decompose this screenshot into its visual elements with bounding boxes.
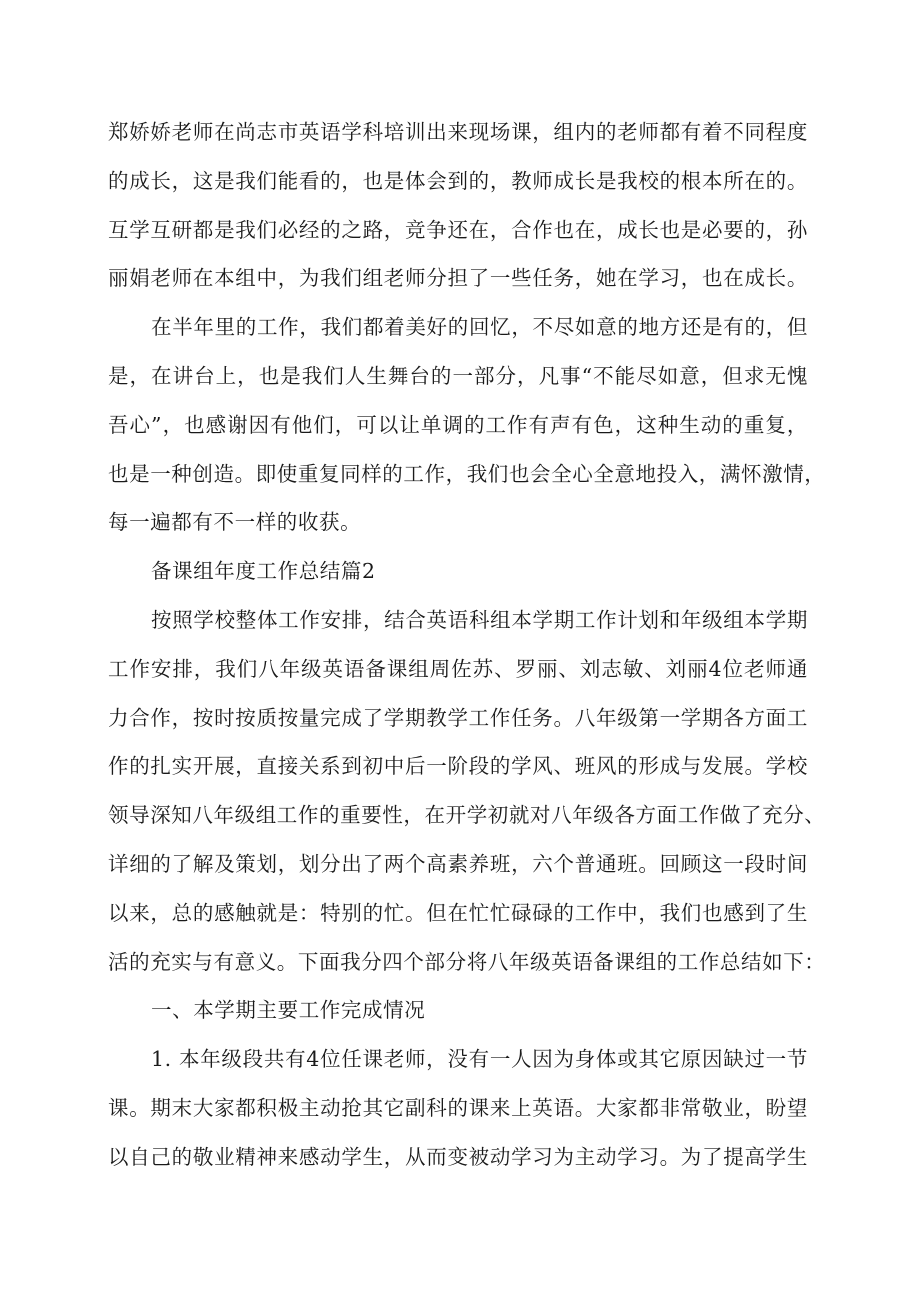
text-line: 工作安排，我们八年级英语备课组周佐苏、罗丽、刘志敏、刘丽4位老师通 xyxy=(108,656,808,681)
paragraph-1 xyxy=(108,108,808,303)
text-line: 活的充实与有意义。下面我分四个部分将八年级英语备课组的工作总结如下： xyxy=(108,949,826,974)
text-line: 按照学校整体工作安排，结合英语科组本学期工作计划和年级组本学期 xyxy=(151,607,808,632)
text-line: 力合作，按时按质按量完成了学期教学工作任务。八年级第一学期各方面工 xyxy=(108,705,808,730)
document-body xyxy=(108,108,826,1182)
text-line: 郑娇娇老师在尚志市英语学科培训出来现场课，组内的老师都有着不同程度 xyxy=(108,120,808,144)
text-line: 是，在讲台上，也是我们人生舞台的一部分，凡事“不能尽如意，但求无愧 xyxy=(108,363,808,388)
text-line: 丽娟老师在本组中，为我们组老师分担了一些任务，她在学习，也在成长。 xyxy=(108,266,808,291)
text-line: 的成长，这是我们能看的，也是体会到的，教师成长是我校的根本所在的。 xyxy=(108,168,808,193)
heading-text: 一、本学期主要工作完成情况 xyxy=(151,998,426,1023)
text-line: 每一遍都有不一样的收获。 xyxy=(108,510,362,535)
paragraph-3 xyxy=(108,596,826,986)
text-line: 互学互研都是我们必经的之路，竞争还在，合作也在，成长也是必要的，孙 xyxy=(108,217,808,242)
paragraph-2 xyxy=(108,303,826,547)
text-line: 以来，总的感触就是：特别的忙。但在忙忙碌碌的工作中，我们也感到了生 xyxy=(108,900,808,925)
text-line: 也是一种创造。即使重复同样的工作，我们也会全心全意地投入，满怀激情， xyxy=(108,461,826,486)
text-line: 详细的了解及策划，划分出了两个高素养班，六个普通班。回顾这一段时间 xyxy=(108,851,808,876)
text-line: 1. 本年级段共有4位任课老师，没有一人因为身体或其它原因缺过一节 xyxy=(151,1047,808,1072)
text-line: 作的扎实开展，直接关系到初中后一阶段的学风、班风的形成与发展。学校 xyxy=(108,754,808,779)
text-line: 课。期末大家都积极主动抢其它副科的课来上英语。大家都非常敬业，盼望 xyxy=(108,1095,808,1120)
text-line: 在半年里的工作，我们都着美好的回忆，不尽如意的地方还是有的，但 xyxy=(151,315,808,340)
paragraph-4 xyxy=(108,1035,808,1181)
text-line: 吾心”，也感谢因有他们，可以让单调的工作有声有色，这种生动的重复， xyxy=(108,412,808,437)
heading-text: 备课组年度工作总结篇2 xyxy=(151,559,376,584)
section-heading-1 xyxy=(108,986,808,1035)
section-heading-article-2 xyxy=(108,547,808,596)
text-line: 以自己的敬业精神来感动学生，从而变被动学习为主动学习。为了提高学生 xyxy=(108,1144,808,1169)
text-line: 领导深知八年级组工作的重要性，在开学初就对八年级各方面工作做了充分、 xyxy=(108,803,826,828)
